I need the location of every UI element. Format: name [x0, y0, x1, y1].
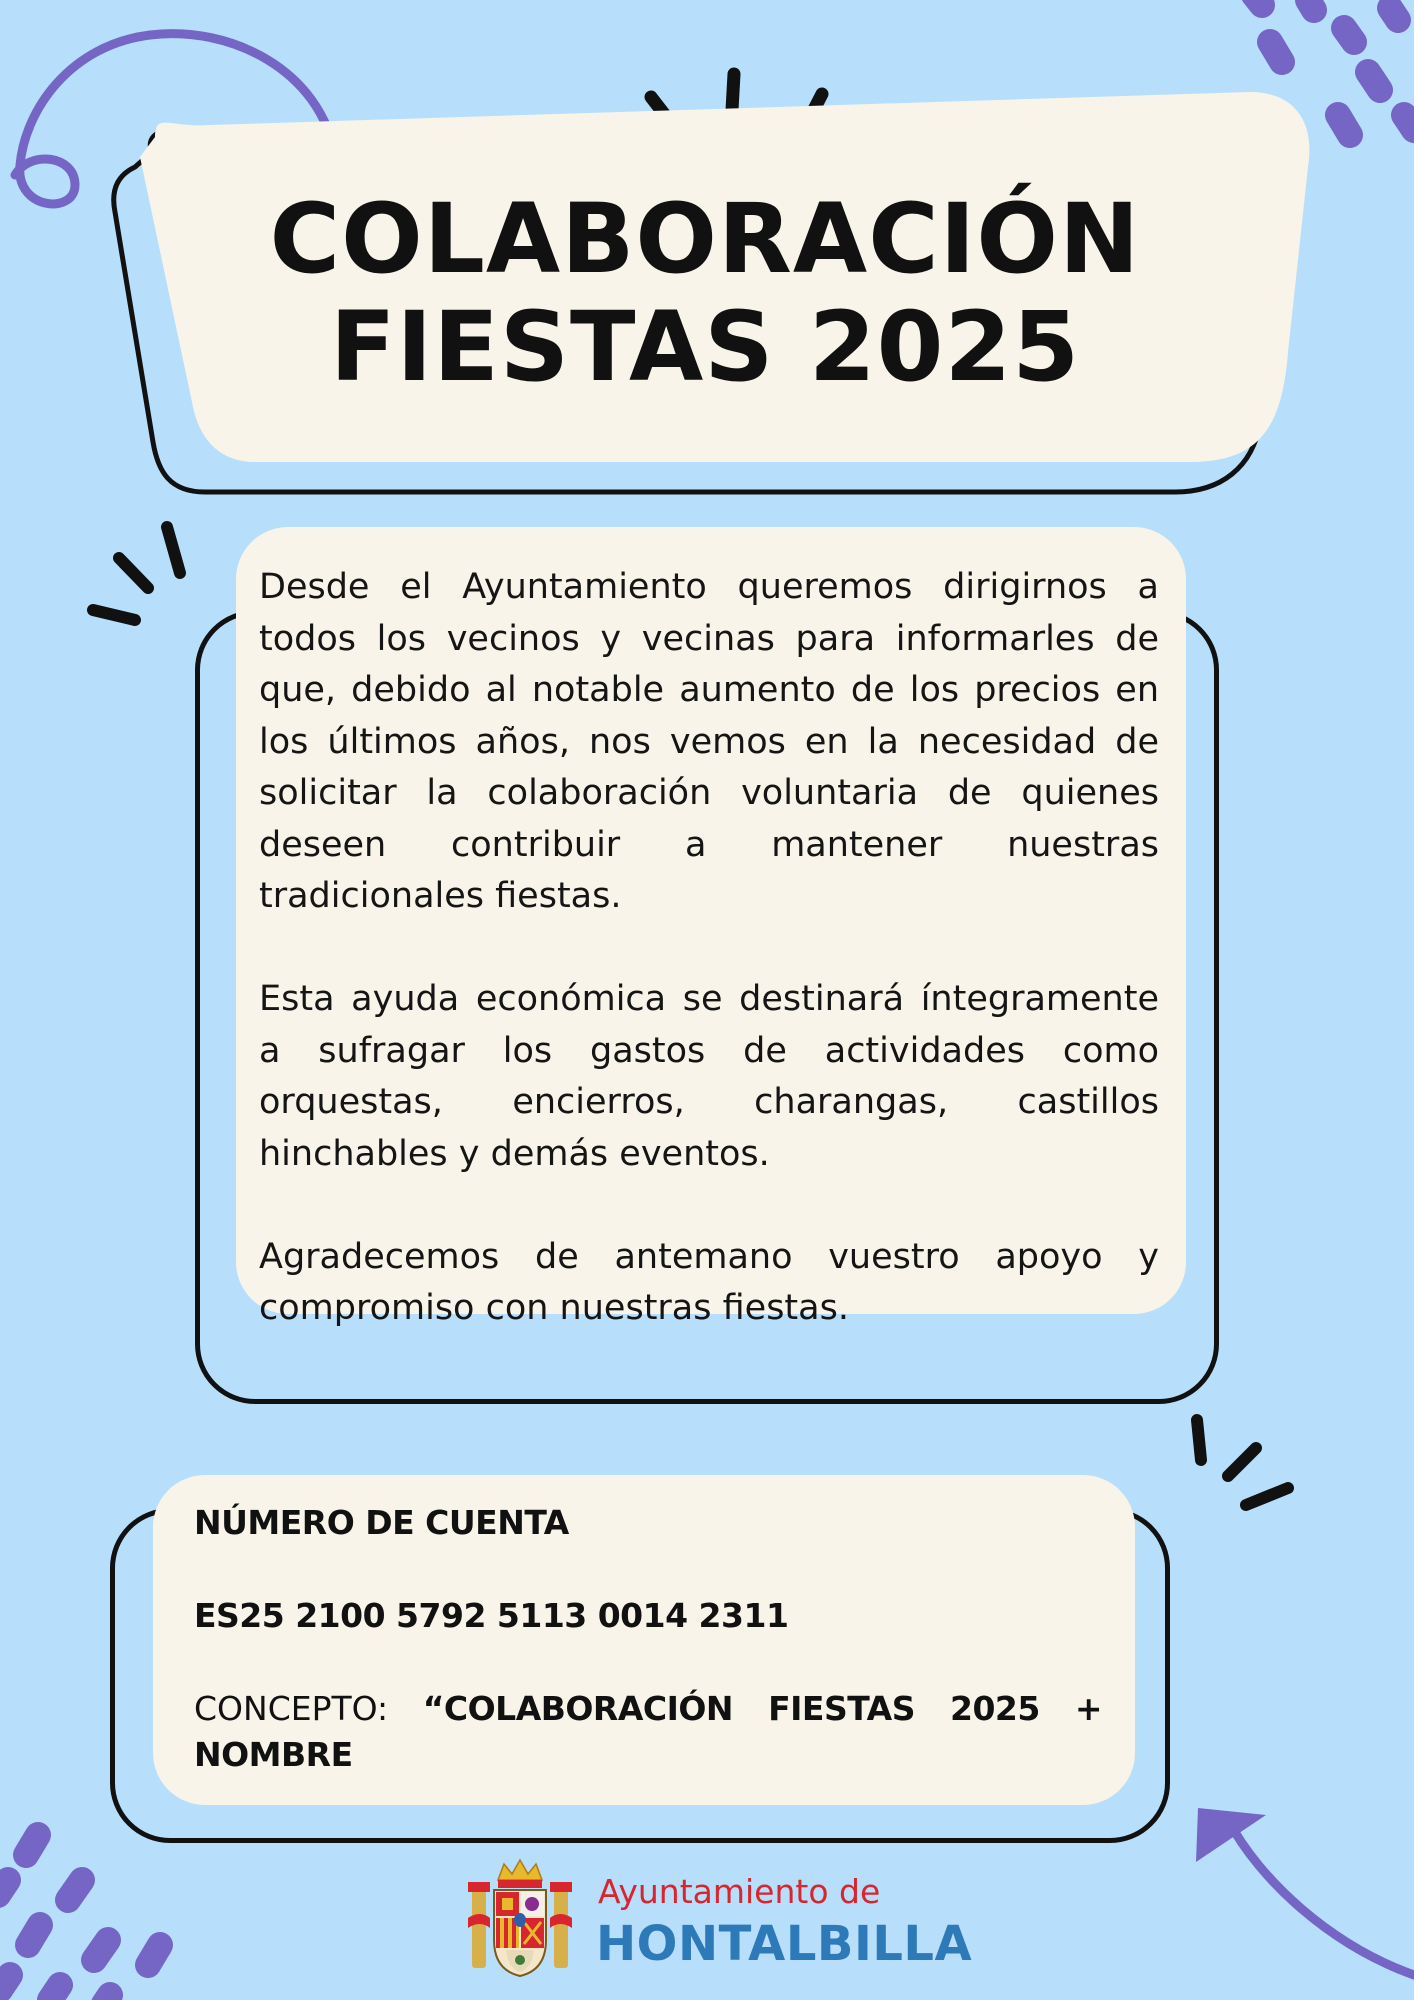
spark-lines-right-icon — [1197, 1420, 1288, 1505]
info-text — [259, 562, 1159, 1335]
account-concept — [194, 1686, 1102, 1778]
coat-of-arms-icon — [468, 1858, 572, 1982]
arrow-head-bottom-right-icon — [1196, 1808, 1266, 1862]
info-paragraph-3: Agradecemos de antemano vuestro apoyo y compromiso con nuestras fiestas. — [259, 1236, 1159, 1328]
curved-arrow-bottom-right-icon — [1228, 1820, 1414, 1975]
info-paragraph-2: Esta ayuda económica se destinará íntegramente a sufragar los gastos de actividades como orquestas, encierros, charangas, castillos hinchables y demás eventos. — [259, 979, 1159, 1174]
logo-line-1: Ayuntamiento de — [598, 1872, 881, 1911]
logo-line-2: HONTALBILLA — [596, 1916, 973, 1972]
spark-lines-left-icon — [93, 527, 180, 620]
account-details — [194, 1500, 1102, 1778]
page-title — [180, 185, 1230, 401]
concept-label: CONCEPTO: — [194, 1689, 389, 1728]
account-heading: NÚMERO DE CUENTA — [194, 1503, 569, 1542]
account-iban: ES25 2100 5792 5113 0014 2311 — [194, 1596, 789, 1635]
title-line-1: COLABORACIÓN — [269, 183, 1141, 295]
info-paragraph-1: Desde el Ayuntamiento queremos dirigirnos a todos los vecinos y vecinas para informarles de que, debido al notable aumento de los precios en los últimos años, nos vemos en la necesidad de solicitar la colaboración voluntaria de quienes deseen contribuir a mantener nuestras tradicionales fiestas. — [259, 567, 1159, 916]
concept-value: “COLABORACIÓN FIESTAS 2025 + NOMBRE — [194, 1689, 1102, 1774]
dashes-bottom-left-icon — [0, 1835, 160, 2000]
title-line-2: FIESTAS 2025 — [329, 291, 1081, 403]
